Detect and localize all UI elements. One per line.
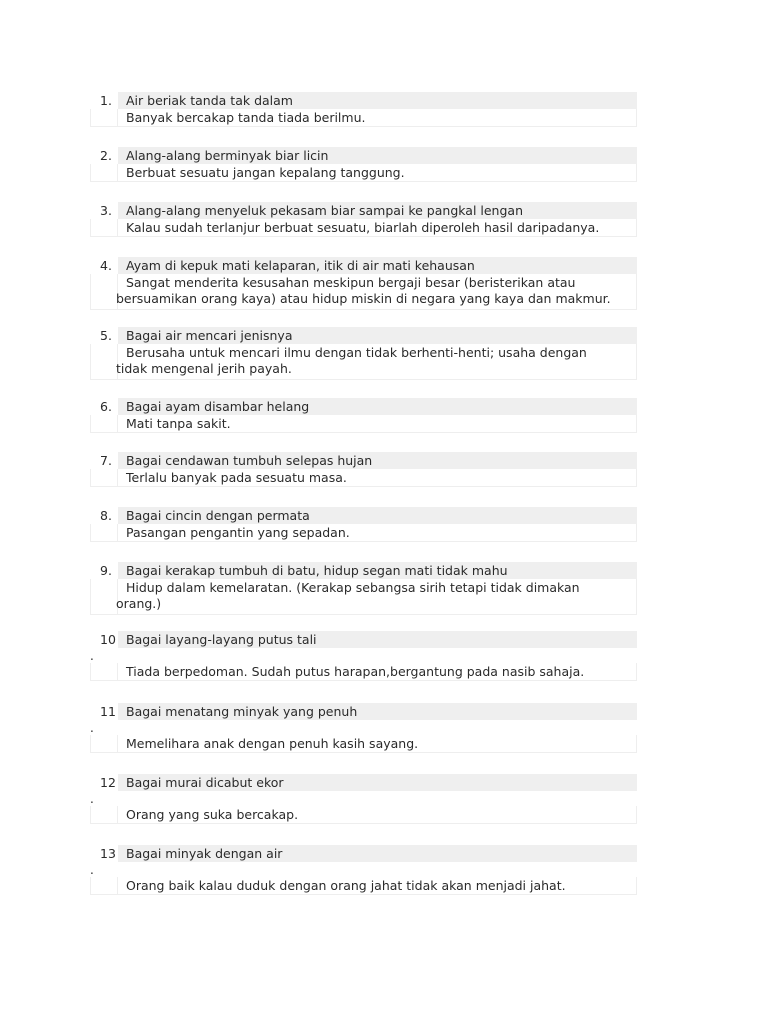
proverb-entry [90,845,637,893]
proverb-title: Bagai layang-layang putus tali [126,632,317,647]
proverb-title-row [90,147,637,164]
proverb-meaning-line: Sangat menderita kesusahan meskipun bergaji besar (beristerikan atau [126,275,576,290]
proverb-meaning-line: Berusaha untuk mencari ilmu dengan tidak berhenti-henti; usaha dengan [126,345,587,360]
proverb-title: Bagai cendawan tumbuh selepas hujan [126,453,373,468]
proverb-meaning-line: Berbuat sesuatu jangan kepalang tanggung. [126,165,405,180]
proverb-entry [90,327,637,376]
proverb-meaning-line: tidak mengenal jerih payah. [116,361,292,376]
proverb-title-row [90,845,637,862]
proverb-number: 3. [100,203,112,218]
proverb-title-row [90,327,637,344]
proverb-entry [90,398,637,431]
proverb-title: Bagai minyak dengan air [126,846,283,861]
proverb-entry [90,257,637,306]
proverb-number: 4. [100,258,112,273]
proverb-number: 7. [100,453,112,468]
number-dot: . [90,863,94,877]
proverb-number: 2. [100,148,112,163]
proverb-title-row [90,774,637,791]
proverb-number: 8. [100,508,112,523]
proverb-title-row [90,92,637,109]
proverb-title: Bagai menatang minyak yang penuh [126,704,358,719]
proverb-meaning-line: Banyak bercakap tanda tiada berilmu. [126,110,366,125]
proverb-meaning-line: Orang baik kalau duduk dengan orang jahat tidak akan menjadi jahat. [126,878,566,893]
proverb-title: Alang-alang menyeluk pekasam biar sampai ke pangkal lengan [126,203,523,218]
proverb-number: 5. [100,328,112,343]
proverb-title: Bagai murai dicabut ekor [126,775,284,790]
proverb-entry [90,703,637,751]
proverb-title: Bagai ayam disambar helang [126,399,310,414]
proverb-meaning-line: Mati tanpa sakit. [126,416,231,431]
proverb-title-row [90,257,637,274]
proverb-number: 11 [100,704,116,719]
proverb-entry [90,507,637,540]
proverb-number: 10 [100,632,116,647]
proverb-title-row [90,452,637,469]
proverb-meaning-line: Pasangan pengantin yang sepadan. [126,525,350,540]
proverb-meaning-line: bersuamikan orang kaya) atau hidup miskin di negara yang kaya dan makmur. [116,291,611,306]
proverb-number: 9. [100,563,112,578]
proverb-number: 13 [100,846,116,861]
proverb-meaning-line: Memelihara anak dengan penuh kasih sayang. [126,736,419,751]
proverb-meaning-line: Tiada berpedoman. Sudah putus harapan,bergantung pada nasib sahaja. [126,664,585,679]
proverb-title-row [90,703,637,720]
proverb-entry [90,452,637,485]
proverb-title-row [90,507,637,524]
proverb-entry [90,774,637,822]
proverb-number: 6. [100,399,112,414]
proverb-entry [90,631,637,679]
proverb-meaning-line: Orang yang suka bercakap. [126,807,299,822]
proverb-entry [90,202,637,235]
number-dot: . [90,649,94,663]
proverb-number: 1. [100,93,112,108]
proverb-title: Ayam di kepuk mati kelaparan, itik di air mati kehausan [126,258,475,273]
proverb-title: Bagai air mencari jenisnya [126,328,293,343]
proverb-meaning-line: orang.) [116,596,162,611]
proverb-title: Alang-alang berminyak biar licin [126,148,329,163]
proverb-title: Air beriak tanda tak dalam [126,93,293,108]
proverb-title: Bagai cincin dengan permata [126,508,310,523]
proverb-number: 12 [100,775,116,790]
proverb-title-row [90,202,637,219]
proverb-meaning-line: Kalau sudah terlanjur berbuat sesuatu, biarlah diperoleh hasil daripadanya. [126,220,600,235]
number-dot: . [90,721,94,735]
number-dot: . [90,792,94,806]
proverb-title-row [90,398,637,415]
proverb-meaning-line: Terlalu banyak pada sesuatu masa. [126,470,347,485]
proverb-entry [90,92,637,125]
proverb-title: Bagai kerakap tumbuh di batu, hidup segan mati tidak mahu [126,563,508,578]
proverb-entry [90,562,637,611]
proverb-meaning-line: Hidup dalam kemelaratan. (Kerakap sebangsa sirih tetapi tidak dimakan [126,580,580,595]
proverb-title-row [90,562,637,579]
proverb-entry [90,147,637,180]
proverb-title-row [90,631,637,648]
